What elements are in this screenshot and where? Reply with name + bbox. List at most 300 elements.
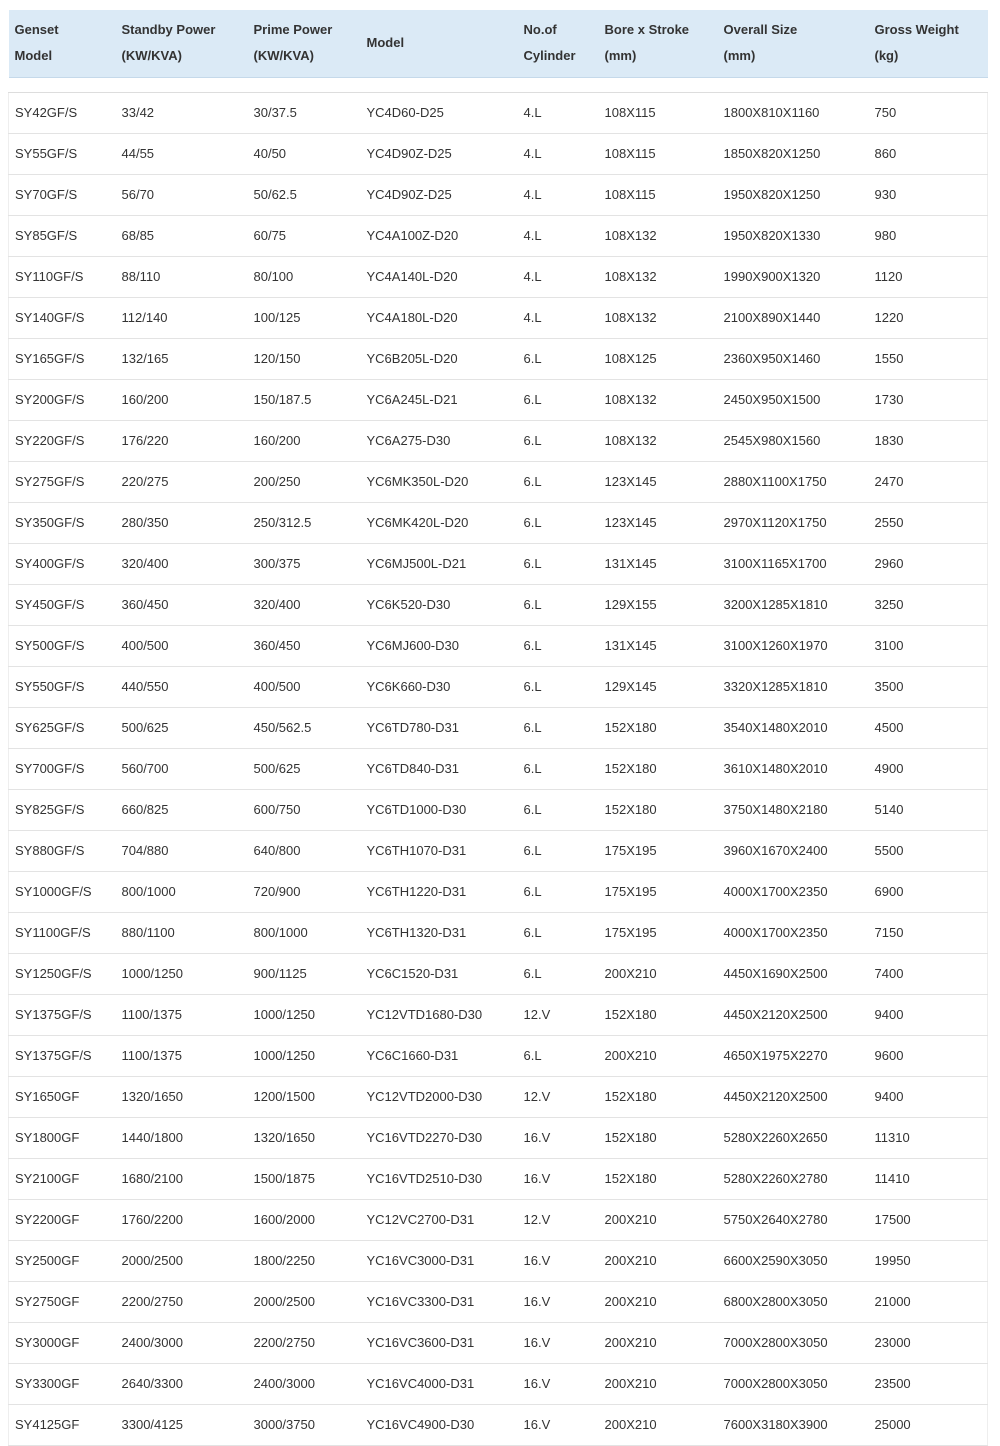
genset-spec-table-container	[8, 10, 987, 1446]
cell-genset-model: SY825GF/S	[9, 789, 116, 830]
cell-standby-power: 88/110	[116, 256, 248, 297]
cell-prime-power: 450/562.5	[248, 707, 361, 748]
genset-spec-table	[8, 10, 988, 1446]
table-row	[9, 502, 988, 543]
table-row	[9, 174, 988, 215]
cell-standby-power: 320/400	[116, 543, 248, 584]
cell-bore-stroke: 152X180	[599, 994, 718, 1035]
table-row	[9, 871, 988, 912]
cell-overall-size: 2545X980X1560	[718, 420, 869, 461]
cell-overall-size: 7000X2800X3050	[718, 1363, 869, 1404]
cell-standby-power: 880/1100	[116, 912, 248, 953]
table-row	[9, 92, 988, 133]
cell-standby-power: 800/1000	[116, 871, 248, 912]
cell-gross-weight: 750	[869, 92, 988, 133]
cell-prime-power: 120/150	[248, 338, 361, 379]
cell-prime-power: 1800/2250	[248, 1240, 361, 1281]
header-standby-power	[116, 10, 248, 77]
cell-gross-weight: 1830	[869, 420, 988, 461]
header-label: Bore x Stroke	[604, 22, 690, 38]
table-row	[9, 338, 988, 379]
cell-cylinder: 6.L	[518, 1035, 599, 1076]
cell-engine-model: YC6TH1320-D31	[361, 912, 518, 953]
cell-overall-size: 5750X2640X2780	[718, 1199, 869, 1240]
cell-bore-stroke: 152X180	[599, 789, 718, 830]
cell-overall-size: 3320X1285X1810	[718, 666, 869, 707]
cell-standby-power: 280/350	[116, 502, 248, 543]
cell-engine-model: YC16VC3600-D31	[361, 1322, 518, 1363]
cell-prime-power: 50/62.5	[248, 174, 361, 215]
cell-genset-model: SY1375GF/S	[9, 1035, 116, 1076]
header-label: Overall Size	[723, 22, 798, 38]
table-body	[9, 77, 988, 1445]
cell-standby-power: 704/880	[116, 830, 248, 871]
cell-genset-model: SY2100GF	[9, 1158, 116, 1199]
cell-genset-model: SY220GF/S	[9, 420, 116, 461]
cell-engine-model: YC6TH1070-D31	[361, 830, 518, 871]
cell-gross-weight: 11310	[869, 1117, 988, 1158]
cell-gross-weight: 1730	[869, 379, 988, 420]
cell-bore-stroke: 152X180	[599, 1158, 718, 1199]
cell-prime-power: 360/450	[248, 625, 361, 666]
cell-overall-size: 2100X890X1440	[718, 297, 869, 338]
table-row	[9, 707, 988, 748]
cell-prime-power: 150/187.5	[248, 379, 361, 420]
cell-prime-power: 1200/1500	[248, 1076, 361, 1117]
cell-standby-power: 33/42	[116, 92, 248, 133]
cell-bore-stroke: 200X210	[599, 1035, 718, 1076]
cell-prime-power: 100/125	[248, 297, 361, 338]
cell-prime-power: 500/625	[248, 748, 361, 789]
cell-engine-model: YC6A275-D30	[361, 420, 518, 461]
cell-engine-model: YC6MJ500L-D21	[361, 543, 518, 584]
cell-prime-power: 1000/1250	[248, 994, 361, 1035]
cell-gross-weight: 5500	[869, 830, 988, 871]
cell-standby-power: 1760/2200	[116, 1199, 248, 1240]
cell-gross-weight: 3100	[869, 625, 988, 666]
cell-genset-model: SY4125GF	[9, 1404, 116, 1445]
table-row	[9, 625, 988, 666]
cell-genset-model: SY550GF/S	[9, 666, 116, 707]
table-row	[9, 297, 988, 338]
cell-gross-weight: 2470	[869, 461, 988, 502]
cell-gross-weight: 7400	[869, 953, 988, 994]
cell-engine-model: YC6TD1000-D30	[361, 789, 518, 830]
cell-genset-model: SY2750GF	[9, 1281, 116, 1322]
cell-genset-model: SY2200GF	[9, 1199, 116, 1240]
header-row	[9, 10, 988, 77]
cell-engine-model: YC6B205L-D20	[361, 338, 518, 379]
table-row	[9, 1199, 988, 1240]
header-label: Cylinder	[523, 48, 576, 64]
cell-genset-model: SY350GF/S	[9, 502, 116, 543]
table-row	[9, 256, 988, 297]
cell-bore-stroke: 108X132	[599, 215, 718, 256]
cell-prime-power: 300/375	[248, 543, 361, 584]
cell-overall-size: 5280X2260X2650	[718, 1117, 869, 1158]
cell-genset-model: SY450GF/S	[9, 584, 116, 625]
cell-genset-model: SY880GF/S	[9, 830, 116, 871]
cell-cylinder: 16.V	[518, 1363, 599, 1404]
cell-standby-power: 1680/2100	[116, 1158, 248, 1199]
header-label: Gross Weight	[874, 22, 959, 38]
cell-overall-size: 3100X1165X1700	[718, 543, 869, 584]
cell-gross-weight: 9400	[869, 994, 988, 1035]
cell-gross-weight: 4500	[869, 707, 988, 748]
cell-bore-stroke: 131X145	[599, 543, 718, 584]
table-row	[9, 748, 988, 789]
cell-prime-power: 800/1000	[248, 912, 361, 953]
cell-engine-model: YC6K660-D30	[361, 666, 518, 707]
cell-cylinder: 16.V	[518, 1158, 599, 1199]
cell-bore-stroke: 200X210	[599, 1322, 718, 1363]
cell-overall-size: 2880X1100X1750	[718, 461, 869, 502]
cell-cylinder: 12.V	[518, 994, 599, 1035]
table-row	[9, 420, 988, 461]
cell-cylinder: 6.L	[518, 420, 599, 461]
cell-bore-stroke: 123X145	[599, 461, 718, 502]
cell-standby-power: 112/140	[116, 297, 248, 338]
header-overall-size	[718, 10, 869, 77]
cell-bore-stroke: 152X180	[599, 1076, 718, 1117]
cell-bore-stroke: 152X180	[599, 748, 718, 789]
header-label: (KW/KVA)	[121, 48, 182, 64]
cell-genset-model: SY3300GF	[9, 1363, 116, 1404]
cell-genset-model: SY200GF/S	[9, 379, 116, 420]
cell-prime-power: 1320/1650	[248, 1117, 361, 1158]
cell-gross-weight: 5140	[869, 789, 988, 830]
cell-engine-model: YC12VTD1680-D30	[361, 994, 518, 1035]
header-gross-weight	[869, 10, 988, 77]
cell-overall-size: 4450X2120X2500	[718, 994, 869, 1035]
cell-engine-model: YC4A100Z-D20	[361, 215, 518, 256]
cell-engine-model: YC4D60-D25	[361, 92, 518, 133]
cell-bore-stroke: 108X115	[599, 92, 718, 133]
cell-cylinder: 6.L	[518, 502, 599, 543]
cell-overall-size: 3750X1480X2180	[718, 789, 869, 830]
cell-prime-power: 160/200	[248, 420, 361, 461]
cell-overall-size: 3610X1480X2010	[718, 748, 869, 789]
cell-gross-weight: 11410	[869, 1158, 988, 1199]
cell-gross-weight: 860	[869, 133, 988, 174]
cell-cylinder: 6.L	[518, 953, 599, 994]
cell-genset-model: SY85GF/S	[9, 215, 116, 256]
cell-standby-power: 1100/1375	[116, 994, 248, 1035]
cell-prime-power: 600/750	[248, 789, 361, 830]
cell-genset-model: SY2500GF	[9, 1240, 116, 1281]
cell-overall-size: 5280X2260X2780	[718, 1158, 869, 1199]
table-row	[9, 1158, 988, 1199]
table-row	[9, 1322, 988, 1363]
header-label: Genset	[14, 22, 59, 38]
cell-standby-power: 3300/4125	[116, 1404, 248, 1445]
table-row	[9, 215, 988, 256]
cell-engine-model: YC6MK420L-D20	[361, 502, 518, 543]
cell-overall-size: 3200X1285X1810	[718, 584, 869, 625]
cell-overall-size: 3960X1670X2400	[718, 830, 869, 871]
table-row	[9, 1076, 988, 1117]
table-row	[9, 461, 988, 502]
cell-gross-weight: 3250	[869, 584, 988, 625]
cell-cylinder: 6.L	[518, 543, 599, 584]
cell-cylinder: 6.L	[518, 379, 599, 420]
cell-cylinder: 4.L	[518, 92, 599, 133]
cell-standby-power: 440/550	[116, 666, 248, 707]
table-row	[9, 1035, 988, 1076]
table-row	[9, 1363, 988, 1404]
cell-standby-power: 660/825	[116, 789, 248, 830]
cell-prime-power: 200/250	[248, 461, 361, 502]
cell-engine-model: YC12VTD2000-D30	[361, 1076, 518, 1117]
header-label: (KW/KVA)	[253, 48, 314, 64]
cell-standby-power: 500/625	[116, 707, 248, 748]
cell-genset-model: SY1000GF/S	[9, 871, 116, 912]
cell-bore-stroke: 108X115	[599, 133, 718, 174]
cell-gross-weight: 17500	[869, 1199, 988, 1240]
cell-gross-weight: 21000	[869, 1281, 988, 1322]
cell-engine-model: YC6C1660-D31	[361, 1035, 518, 1076]
cell-overall-size: 4650X1975X2270	[718, 1035, 869, 1076]
header-label: (mm)	[604, 48, 637, 64]
cell-gross-weight: 1220	[869, 297, 988, 338]
cell-genset-model: SY140GF/S	[9, 297, 116, 338]
cell-engine-model: YC6A245L-D21	[361, 379, 518, 420]
cell-gross-weight: 1120	[869, 256, 988, 297]
cell-cylinder: 12.V	[518, 1199, 599, 1240]
cell-standby-power: 400/500	[116, 625, 248, 666]
cell-prime-power: 30/37.5	[248, 92, 361, 133]
cell-bore-stroke: 129X145	[599, 666, 718, 707]
cell-cylinder: 16.V	[518, 1240, 599, 1281]
table-row	[9, 1117, 988, 1158]
header-label: No.of	[523, 22, 557, 38]
cell-gross-weight: 9600	[869, 1035, 988, 1076]
header-label: Standby Power	[121, 22, 216, 38]
cell-bore-stroke: 175X195	[599, 830, 718, 871]
header-engine-model	[361, 10, 518, 77]
cell-cylinder: 16.V	[518, 1281, 599, 1322]
header-prime-power	[248, 10, 361, 77]
header-bore-stroke	[599, 10, 718, 77]
cell-gross-weight: 980	[869, 215, 988, 256]
cell-bore-stroke: 131X145	[599, 625, 718, 666]
cell-engine-model: YC4A180L-D20	[361, 297, 518, 338]
cell-gross-weight: 2960	[869, 543, 988, 584]
cell-bore-stroke: 108X132	[599, 379, 718, 420]
cell-genset-model: SY165GF/S	[9, 338, 116, 379]
cell-engine-model: YC16VTD2510-D30	[361, 1158, 518, 1199]
cell-cylinder: 6.L	[518, 707, 599, 748]
table-row	[9, 953, 988, 994]
cell-gross-weight: 23000	[869, 1322, 988, 1363]
cell-standby-power: 132/165	[116, 338, 248, 379]
cell-cylinder: 4.L	[518, 256, 599, 297]
cell-prime-power: 2000/2500	[248, 1281, 361, 1322]
cell-overall-size: 4450X2120X2500	[718, 1076, 869, 1117]
cell-cylinder: 6.L	[518, 748, 599, 789]
cell-cylinder: 6.L	[518, 584, 599, 625]
cell-overall-size: 1850X820X1250	[718, 133, 869, 174]
cell-overall-size: 2970X1120X1750	[718, 502, 869, 543]
cell-genset-model: SY110GF/S	[9, 256, 116, 297]
cell-bore-stroke: 123X145	[599, 502, 718, 543]
header-genset-model	[9, 10, 116, 77]
cell-prime-power: 80/100	[248, 256, 361, 297]
cell-cylinder: 16.V	[518, 1117, 599, 1158]
table-header	[9, 10, 988, 77]
cell-genset-model: SY1800GF	[9, 1117, 116, 1158]
table-row	[9, 789, 988, 830]
cell-standby-power: 2000/2500	[116, 1240, 248, 1281]
table-row	[9, 1281, 988, 1322]
cell-bore-stroke: 200X210	[599, 1363, 718, 1404]
cell-genset-model: SY700GF/S	[9, 748, 116, 789]
header-cylinder	[518, 10, 599, 77]
cell-genset-model: SY55GF/S	[9, 133, 116, 174]
cell-overall-size: 7600X3180X3900	[718, 1404, 869, 1445]
cell-gross-weight: 1550	[869, 338, 988, 379]
cell-standby-power: 56/70	[116, 174, 248, 215]
table-row	[9, 666, 988, 707]
cell-cylinder: 16.V	[518, 1404, 599, 1445]
cell-prime-power: 1500/1875	[248, 1158, 361, 1199]
cell-standby-power: 68/85	[116, 215, 248, 256]
header-label: (kg)	[874, 48, 899, 64]
cell-cylinder: 6.L	[518, 830, 599, 871]
table-row	[9, 543, 988, 584]
cell-overall-size: 1950X820X1330	[718, 215, 869, 256]
cell-overall-size: 1950X820X1250	[718, 174, 869, 215]
header-label: Prime Power	[253, 22, 333, 38]
cell-cylinder: 6.L	[518, 789, 599, 830]
cell-cylinder: 6.L	[518, 338, 599, 379]
cell-cylinder: 6.L	[518, 461, 599, 502]
cell-overall-size: 3540X1480X2010	[718, 707, 869, 748]
cell-gross-weight: 2550	[869, 502, 988, 543]
cell-overall-size: 4000X1700X2350	[718, 871, 869, 912]
cell-bore-stroke: 108X132	[599, 256, 718, 297]
table-row	[9, 379, 988, 420]
cell-bore-stroke: 152X180	[599, 1117, 718, 1158]
cell-prime-power: 2400/3000	[248, 1363, 361, 1404]
cell-genset-model: SY400GF/S	[9, 543, 116, 584]
cell-engine-model: YC6MJ600-D30	[361, 625, 518, 666]
cell-bore-stroke: 108X132	[599, 297, 718, 338]
cell-cylinder: 4.L	[518, 297, 599, 338]
cell-gross-weight: 9400	[869, 1076, 988, 1117]
cell-gross-weight: 3500	[869, 666, 988, 707]
cell-engine-model: YC16VTD2270-D30	[361, 1117, 518, 1158]
cell-prime-power: 400/500	[248, 666, 361, 707]
cell-engine-model: YC6K520-D30	[361, 584, 518, 625]
cell-bore-stroke: 200X210	[599, 1404, 718, 1445]
cell-genset-model: SY1650GF	[9, 1076, 116, 1117]
cell-bore-stroke: 200X210	[599, 1281, 718, 1322]
cell-overall-size: 2450X950X1500	[718, 379, 869, 420]
cell-gross-weight: 25000	[869, 1404, 988, 1445]
cell-bore-stroke: 200X210	[599, 1199, 718, 1240]
cell-overall-size: 6800X2800X3050	[718, 1281, 869, 1322]
cell-gross-weight: 4900	[869, 748, 988, 789]
cell-overall-size: 3100X1260X1970	[718, 625, 869, 666]
cell-cylinder: 4.L	[518, 215, 599, 256]
cell-prime-power: 250/312.5	[248, 502, 361, 543]
cell-bore-stroke: 152X180	[599, 707, 718, 748]
cell-genset-model: SY500GF/S	[9, 625, 116, 666]
cell-cylinder: 6.L	[518, 871, 599, 912]
cell-engine-model: YC16VC4900-D30	[361, 1404, 518, 1445]
cell-standby-power: 160/200	[116, 379, 248, 420]
cell-overall-size: 6600X2590X3050	[718, 1240, 869, 1281]
cell-engine-model: YC6C1520-D31	[361, 953, 518, 994]
cell-genset-model: SY1375GF/S	[9, 994, 116, 1035]
cell-standby-power: 2200/2750	[116, 1281, 248, 1322]
cell-standby-power: 220/275	[116, 461, 248, 502]
cell-prime-power: 720/900	[248, 871, 361, 912]
cell-overall-size: 1990X900X1320	[718, 256, 869, 297]
cell-genset-model: SY625GF/S	[9, 707, 116, 748]
cell-standby-power: 2640/3300	[116, 1363, 248, 1404]
cell-prime-power: 1600/2000	[248, 1199, 361, 1240]
cell-prime-power: 60/75	[248, 215, 361, 256]
cell-overall-size: 7000X2800X3050	[718, 1322, 869, 1363]
cell-cylinder: 12.V	[518, 1076, 599, 1117]
cell-gross-weight: 930	[869, 174, 988, 215]
cell-engine-model: YC6TD780-D31	[361, 707, 518, 748]
cell-genset-model: SY3000GF	[9, 1322, 116, 1363]
cell-standby-power: 1440/1800	[116, 1117, 248, 1158]
cell-standby-power: 1320/1650	[116, 1076, 248, 1117]
cell-prime-power: 40/50	[248, 133, 361, 174]
table-row	[9, 1404, 988, 1445]
header-label: (mm)	[723, 48, 756, 64]
cell-cylinder: 6.L	[518, 625, 599, 666]
cell-prime-power: 2200/2750	[248, 1322, 361, 1363]
cell-genset-model: SY1250GF/S	[9, 953, 116, 994]
spacer-row	[9, 77, 988, 92]
table-row	[9, 912, 988, 953]
cell-cylinder: 4.L	[518, 174, 599, 215]
cell-cylinder: 16.V	[518, 1322, 599, 1363]
cell-cylinder: 6.L	[518, 912, 599, 953]
table-row	[9, 133, 988, 174]
cell-standby-power: 560/700	[116, 748, 248, 789]
cell-bore-stroke: 108X132	[599, 420, 718, 461]
cell-standby-power: 2400/3000	[116, 1322, 248, 1363]
cell-standby-power: 360/450	[116, 584, 248, 625]
cell-engine-model: YC6TH1220-D31	[361, 871, 518, 912]
cell-standby-power: 44/55	[116, 133, 248, 174]
cell-bore-stroke: 175X195	[599, 912, 718, 953]
cell-gross-weight: 19950	[869, 1240, 988, 1281]
cell-engine-model: YC16VC4000-D31	[361, 1363, 518, 1404]
cell-genset-model: SY42GF/S	[9, 92, 116, 133]
cell-engine-model: YC6MK350L-D20	[361, 461, 518, 502]
cell-prime-power: 1000/1250	[248, 1035, 361, 1076]
cell-prime-power: 900/1125	[248, 953, 361, 994]
cell-overall-size: 4000X1700X2350	[718, 912, 869, 953]
cell-engine-model: YC16VC3000-D31	[361, 1240, 518, 1281]
cell-cylinder: 4.L	[518, 133, 599, 174]
cell-prime-power: 320/400	[248, 584, 361, 625]
cell-engine-model: YC4A140L-D20	[361, 256, 518, 297]
cell-prime-power: 3000/3750	[248, 1404, 361, 1445]
cell-overall-size: 1800X810X1160	[718, 92, 869, 133]
cell-bore-stroke: 175X195	[599, 871, 718, 912]
cell-standby-power: 1000/1250	[116, 953, 248, 994]
header-label: Model	[366, 35, 405, 51]
cell-engine-model: YC12VC2700-D31	[361, 1199, 518, 1240]
